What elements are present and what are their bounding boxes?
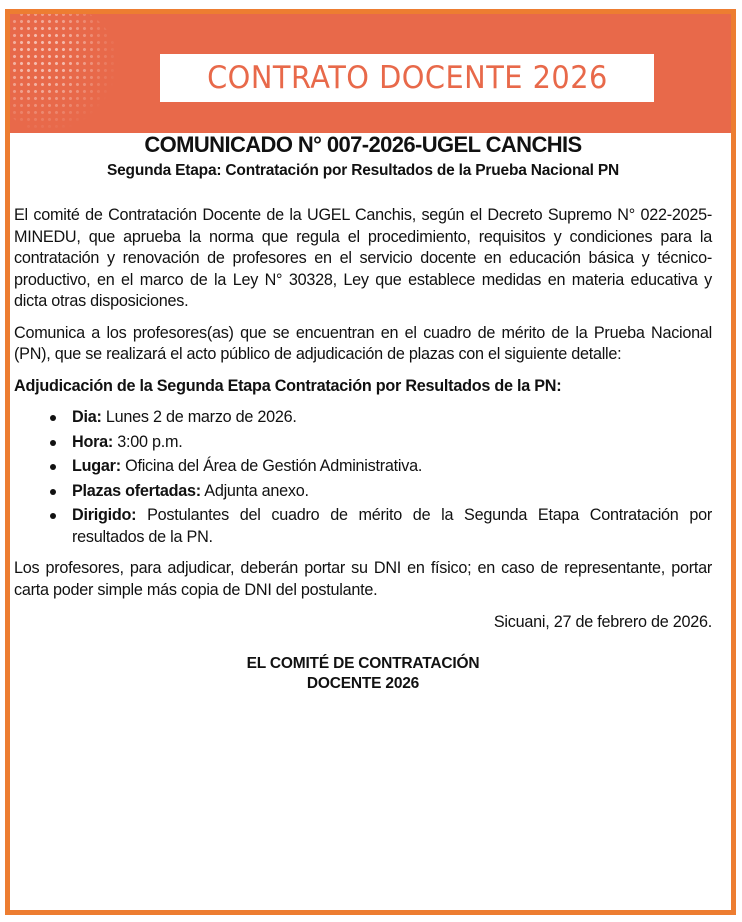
detail-value: 3:00 p.m. bbox=[117, 432, 183, 451]
detail-label: Dia: bbox=[72, 408, 102, 426]
list-item bbox=[72, 432, 712, 454]
list-item bbox=[72, 456, 712, 478]
paragraph-intro: El comité de Contratación Docente de la UGEL Canchis, según el Decreto Supremo N° 022-2025-MINEDU, que aprueba la norma que regula el procedimiento, requisitos y condiciones para la contratación y renovación de profesores en el servicio docente en educación básica y técnico-productivo, en el marco de la Ley N° 30328, Ley que establece medidas en materia educativa y dicta otras disposiciones. bbox=[14, 206, 712, 310]
detail-label: Dirigido: bbox=[72, 506, 137, 524]
list-item bbox=[72, 407, 712, 429]
list-item bbox=[72, 505, 712, 548]
detail-label: Lugar: bbox=[72, 457, 121, 475]
detail-value: Adjunta anexo. bbox=[204, 481, 309, 500]
signature-line-1: EL COMITÉ DE CONTRATACIÓN bbox=[246, 655, 480, 672]
date-line: Sicuani, 27 de febrero de 2026. bbox=[493, 613, 712, 631]
paragraph-announcement: Comunica a los profesores(as) que se encuentran en el cuadro de mérito de la Prueba Nacional (PN), que se realizará el acto público de adjudicación de plazas con el siguiente detalle: bbox=[14, 323, 712, 363]
detail-value: Oficina del Área de Gestión Administrativa. bbox=[125, 457, 423, 475]
banner-title-box bbox=[160, 54, 654, 102]
paragraph-requirements: Los profesores, para adjudicar, deberán portar su DNI en físico; en caso de representante, portar carta poder simple más copia de DNI del postulante. bbox=[14, 559, 712, 599]
section-title: Adjudicación de la Segunda Etapa Contratación por Resultados de la PN: bbox=[14, 376, 562, 395]
dot-pattern-icon bbox=[10, 14, 120, 133]
detail-value: Lunes 2 de marzo de 2026. bbox=[105, 408, 297, 426]
banner-title: CONTRATO DOCENTE 2026 bbox=[206, 60, 608, 96]
detail-label: Plazas ofertadas: bbox=[72, 481, 201, 500]
details-list bbox=[14, 407, 712, 548]
signature bbox=[14, 654, 712, 694]
header-banner bbox=[10, 14, 731, 133]
detail-label: Hora: bbox=[72, 432, 114, 451]
document-body bbox=[14, 132, 712, 694]
detail-value: Postulantes del cuadro de mérito de la Segunda Etapa Contratación por resultados de la PN. bbox=[72, 506, 712, 546]
subtitle: Segunda Etapa: Contratación por Resultados de la Prueba Nacional PN bbox=[107, 162, 619, 179]
page-title: COMUNICADO N° 007-2026-UGEL CANCHIS bbox=[144, 132, 582, 157]
signature-line-2: DOCENTE 2026 bbox=[306, 675, 420, 692]
list-item bbox=[72, 481, 712, 503]
